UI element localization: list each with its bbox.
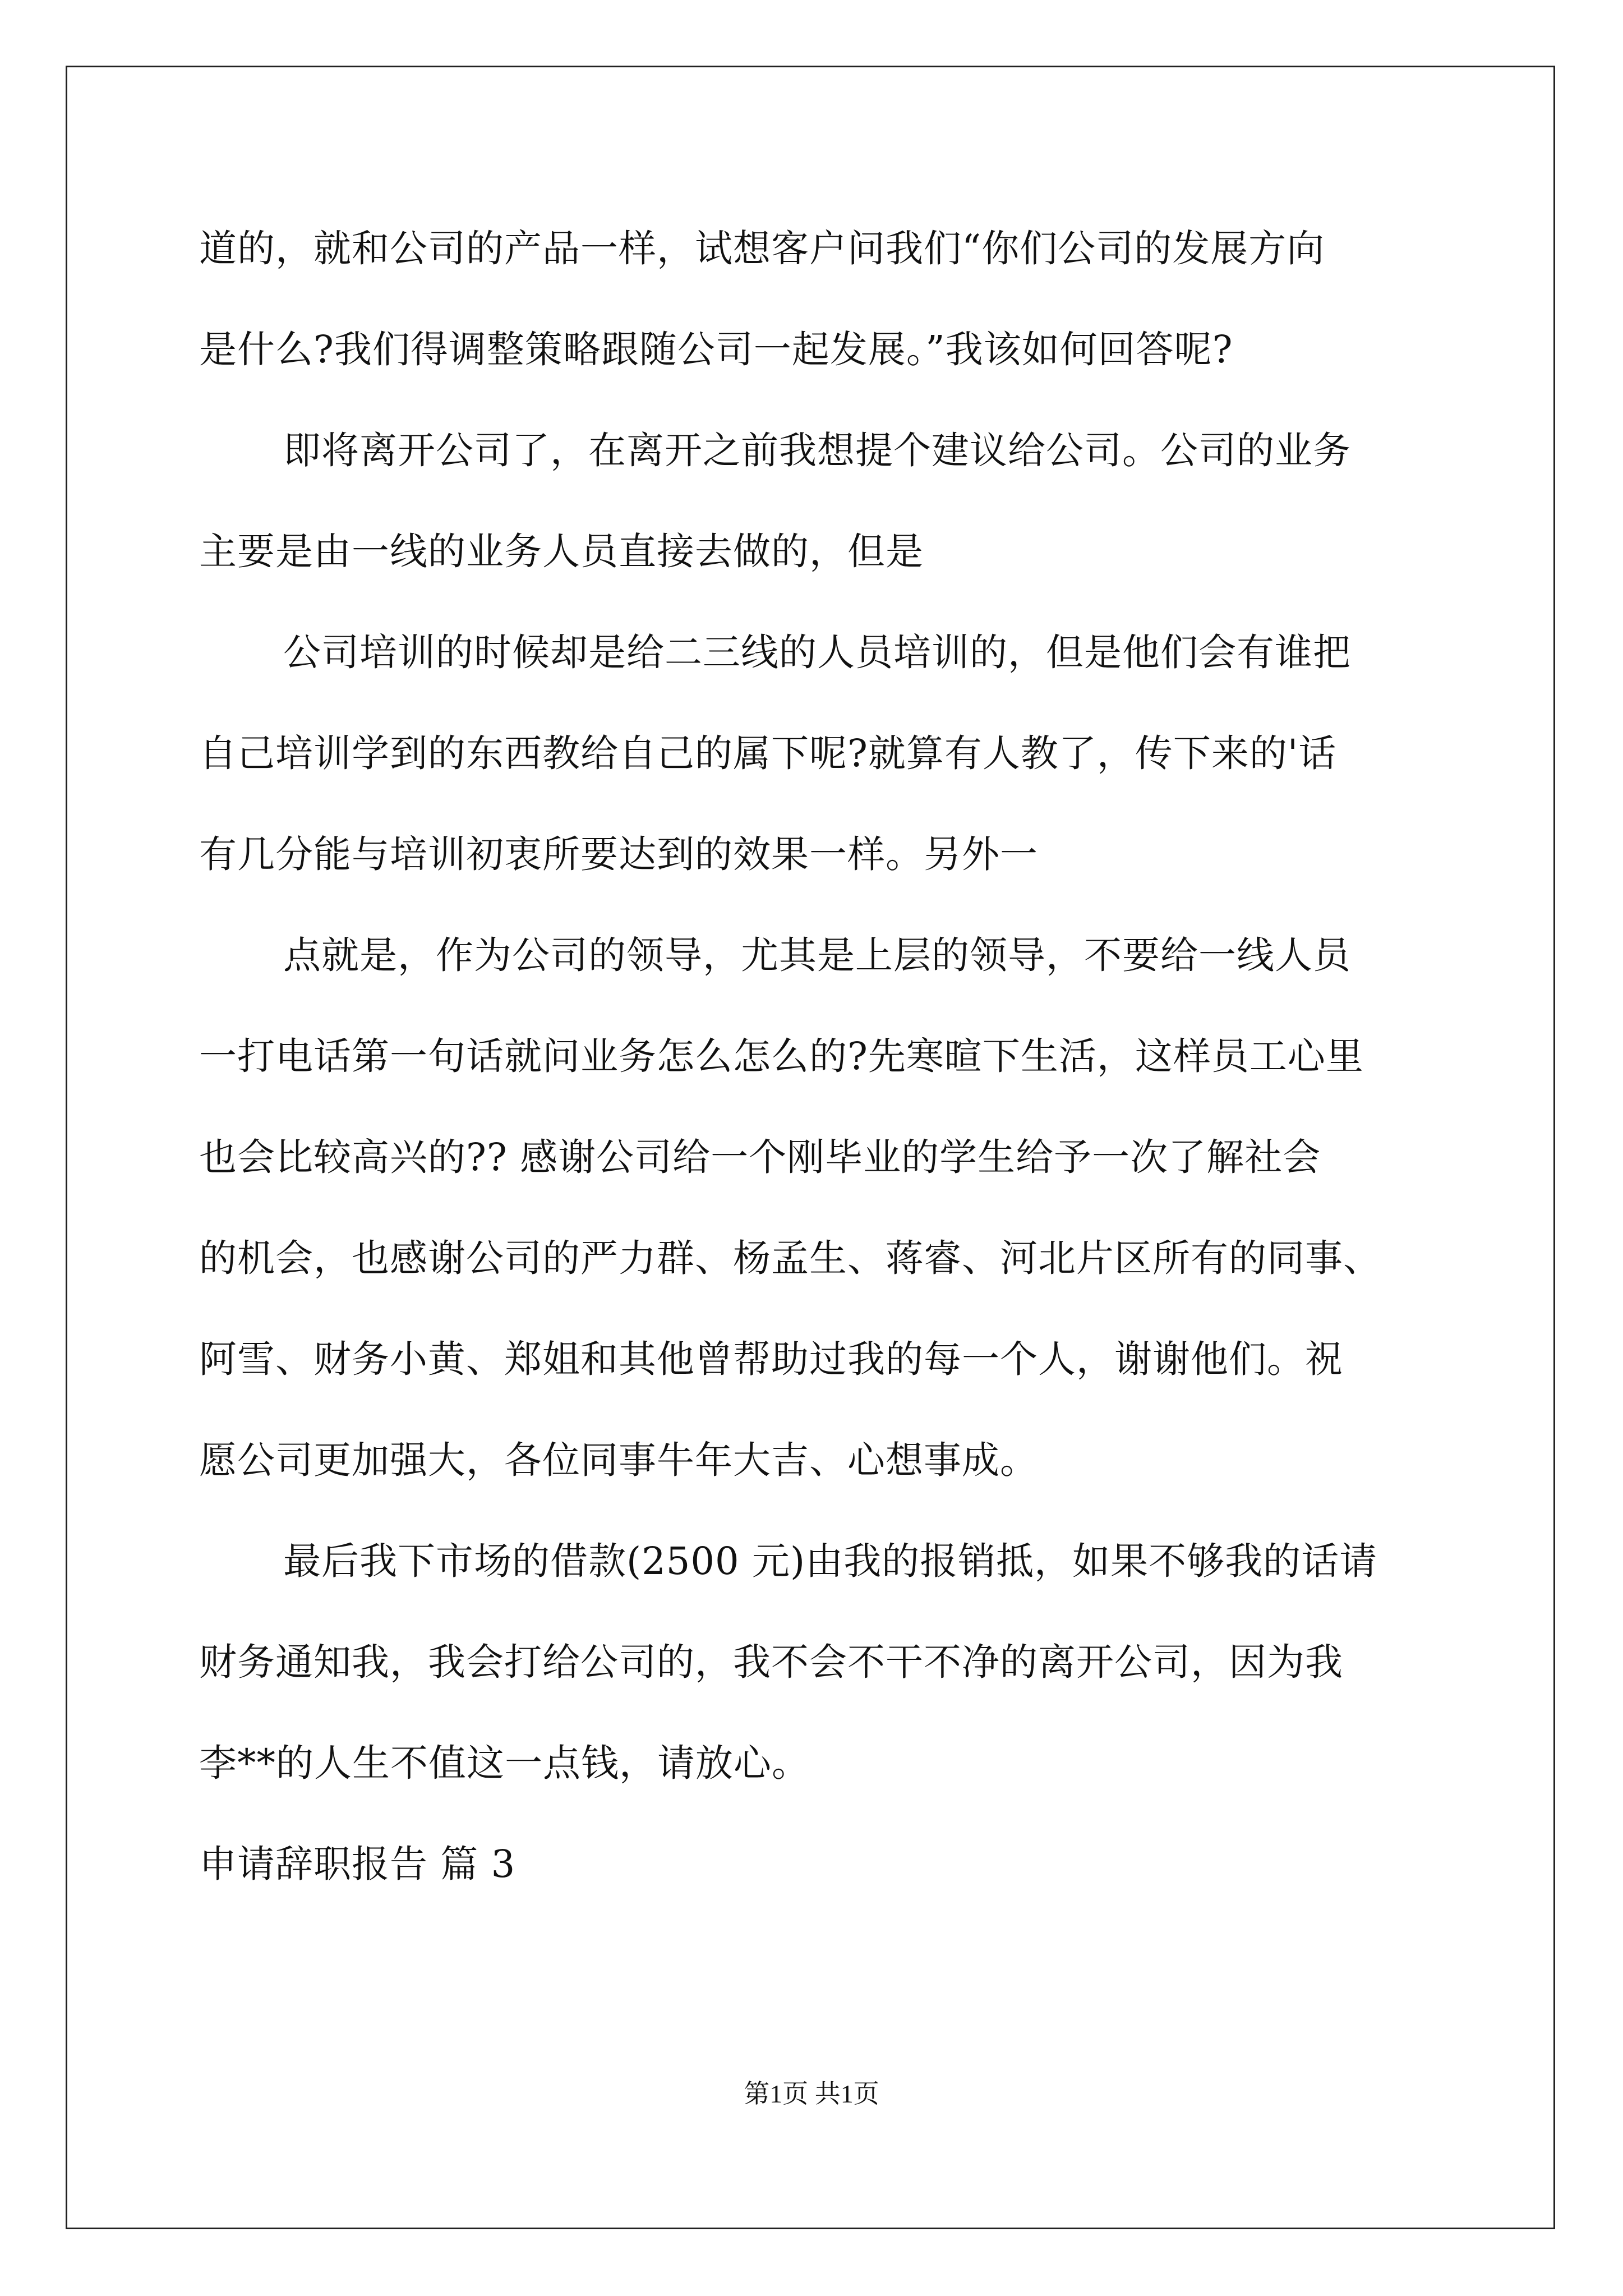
body-line-14: 最后我下市场的借款(2500 元)由我的报销抵，如果不够我的话请 xyxy=(283,1539,1378,1583)
page-footer: 第1页 共1页 xyxy=(744,2079,879,2108)
body-line-10: 也会比较高兴的?? 感谢公司给一个刚毕业的学生给予一次了解社会 xyxy=(199,1135,1321,1179)
section-heading: 申请辞职报告 篇 3 xyxy=(199,1842,516,1886)
body-line-12: 阿雪、财务小黄、郑姐和其他曾帮助过我的每一个人，谢谢他们。祝 xyxy=(199,1337,1343,1381)
body-line-16: 李**的人生不值这一点钱，请放心。 xyxy=(199,1741,810,1785)
body-line-4: 主要是由一线的业务人员直接去做的，但是 xyxy=(199,530,924,573)
body-line-6: 自己培训学到的东西教给自己的属下呢?就算有人教了，传下来的'话 xyxy=(199,731,1337,775)
body-line-7: 有几分能与培训初衷所要达到的效果一样。另外一 xyxy=(199,832,1038,876)
body-line-15: 财务通知我，我会打给公司的，我不会不干不净的离开公司，因为我 xyxy=(199,1640,1343,1684)
body-line-2: 是什么?我们得调整策略跟随公司一起发展。”我该如何回答呢? xyxy=(199,328,1233,371)
body-line-5: 公司培训的时候却是给二三线的人员培训的，但是他们会有谁把 xyxy=(283,631,1351,674)
body-line-8: 点就是，作为公司的领导，尤其是上层的领导，不要给一线人员 xyxy=(283,933,1351,977)
body-line-9: 一打电话第一句话就问业务怎么怎么的?先寒暄下生活，这样员工心里 xyxy=(199,1034,1364,1078)
body-line-11: 的机会，也感谢公司的严力群、杨孟生、蒋睿、河北片区所有的同事、 xyxy=(199,1236,1381,1280)
body-line-3: 即将离开公司了，在离开之前我想提个建议给公司。公司的业务 xyxy=(283,429,1351,472)
body-line-1: 道的，就和公司的产品一样，试想客户问我们“你们公司的发展方向 xyxy=(199,227,1325,270)
body-line-13: 愿公司更加强大，各位同事牛年大吉、心想事成。 xyxy=(199,1438,1038,1482)
